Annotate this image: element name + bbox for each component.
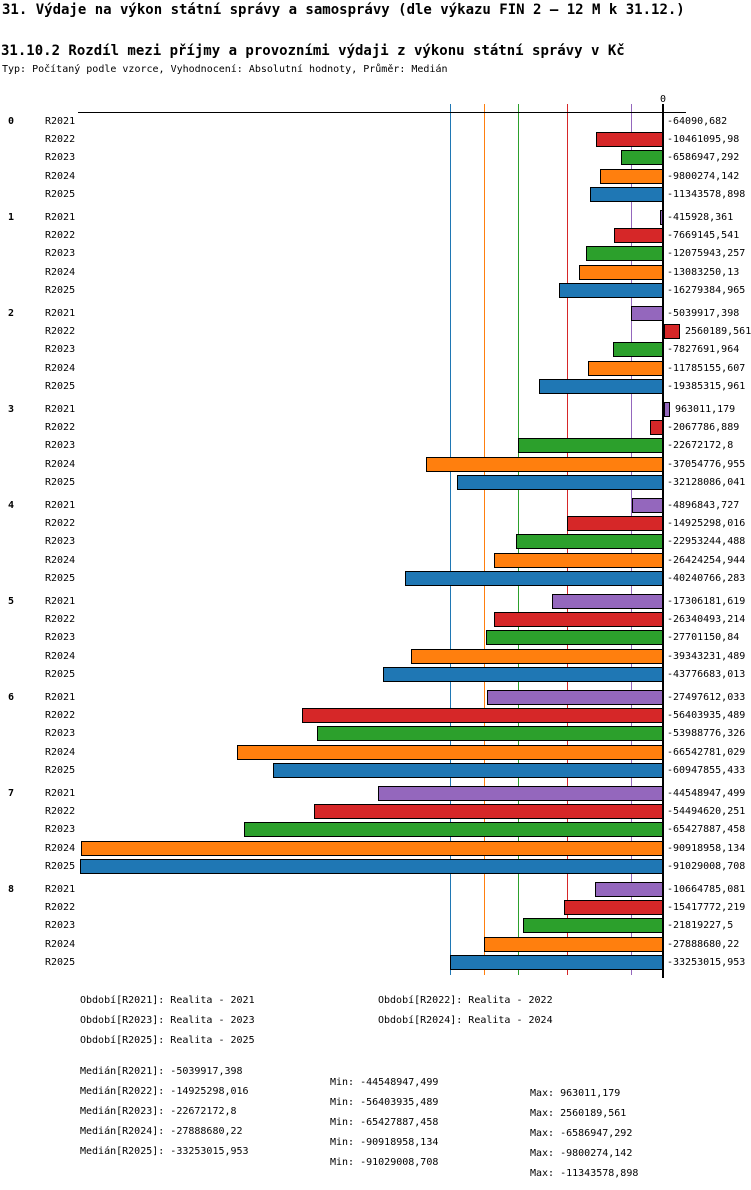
bar-7-r2024 xyxy=(81,841,663,856)
bar-7-r2023 xyxy=(244,822,663,837)
legend-period-r2025: Období[R2025]: Realita - 2025 xyxy=(80,1035,255,1046)
x-axis-line xyxy=(78,112,686,113)
value-label-1-r2024: -13083250,13 xyxy=(667,267,740,278)
bar-8-r2022 xyxy=(564,900,663,915)
value-label-8-r2021: -10664785,081 xyxy=(667,884,746,895)
row-label-7-r2025: R2025 xyxy=(45,861,76,872)
value-label-1-r2021: -415928,361 xyxy=(667,212,734,223)
stat-min-r2022: Min: -56403935,489 xyxy=(330,1097,439,1108)
row-label-5-r2021: R2021 xyxy=(45,596,76,607)
row-label-3-r2022: R2022 xyxy=(45,422,76,433)
row-label-6-r2021: R2021 xyxy=(45,692,76,703)
row-label-4-r2023: R2023 xyxy=(45,536,76,547)
bar-3-r2025 xyxy=(457,475,663,490)
value-label-3-r2022: -2067786,889 xyxy=(667,422,740,433)
row-label-5-r2023: R2023 xyxy=(45,632,76,643)
row-label-4-r2021: R2021 xyxy=(45,500,76,511)
row-label-1-r2025: R2025 xyxy=(45,285,76,296)
bar-5-r2024 xyxy=(411,649,663,664)
bar-5-r2023 xyxy=(486,630,663,645)
value-label-7-r2023: -65427887,458 xyxy=(667,824,746,835)
row-label-7-r2021: R2021 xyxy=(45,788,76,799)
row-label-3-r2023: R2023 xyxy=(45,440,76,451)
value-label-8-r2023: -21819227,5 xyxy=(667,920,734,931)
row-label-8-r2021: R2021 xyxy=(45,884,76,895)
category-label-2: 2 xyxy=(8,308,15,319)
bar-2-r2021 xyxy=(631,306,663,321)
bar-3-r2023 xyxy=(518,438,663,453)
row-label-3-r2025: R2025 xyxy=(45,477,76,488)
value-label-8-r2025: -33253015,953 xyxy=(667,957,746,968)
row-label-8-r2023: R2023 xyxy=(45,920,76,931)
bar-6-r2025 xyxy=(273,763,663,778)
value-label-5-r2022: -26340493,214 xyxy=(667,614,746,625)
value-label-7-r2021: -44548947,499 xyxy=(667,788,746,799)
bar-1-r2024 xyxy=(579,265,663,280)
stat-min-r2024: Min: -90918958,134 xyxy=(330,1137,439,1148)
chart-title: 31.10.2 Rozdíl mezi příjmy a provozními výdaji z výkonu státní správy v Kč xyxy=(1,43,625,59)
bar-3-r2021 xyxy=(664,402,670,417)
value-label-7-r2025: -91029008,708 xyxy=(667,861,746,872)
value-label-4-r2021: -4896843,727 xyxy=(667,500,740,511)
bar-2-r2022 xyxy=(664,324,680,339)
value-label-7-r2024: -90918958,134 xyxy=(667,843,746,854)
zero-axis-line xyxy=(662,104,664,978)
row-label-4-r2025: R2025 xyxy=(45,573,76,584)
bar-5-r2025 xyxy=(383,667,663,682)
stat-max-r2024: Max: -9800274,142 xyxy=(530,1148,633,1159)
row-label-8-r2024: R2024 xyxy=(45,939,76,950)
row-label-0-r2025: R2025 xyxy=(45,189,76,200)
row-label-0-r2024: R2024 xyxy=(45,171,76,182)
row-label-1-r2024: R2024 xyxy=(45,267,76,278)
row-label-2-r2022: R2022 xyxy=(45,326,76,337)
row-label-4-r2022: R2022 xyxy=(45,518,76,529)
value-label-6-r2025: -60947855,433 xyxy=(667,765,746,776)
bar-7-r2025 xyxy=(80,859,663,874)
legend-period-r2023: Období[R2023]: Realita - 2023 xyxy=(80,1015,255,1026)
value-label-3-r2024: -37054776,955 xyxy=(667,459,746,470)
stat-median-r2025: Medián[R2025]: -33253015,953 xyxy=(80,1146,249,1157)
category-label-7: 7 xyxy=(8,788,15,799)
row-label-5-r2024: R2024 xyxy=(45,651,76,662)
value-label-6-r2022: -56403935,489 xyxy=(667,710,746,721)
legend-period-r2021: Období[R2021]: Realita - 2021 xyxy=(80,995,255,1006)
row-label-2-r2021: R2021 xyxy=(45,308,76,319)
category-label-0: 0 xyxy=(8,116,15,127)
legend-period-r2024: Období[R2024]: Realita - 2024 xyxy=(378,1015,553,1026)
value-label-2-r2025: -19385315,961 xyxy=(667,381,746,392)
value-label-5-r2023: -27701150,84 xyxy=(667,632,740,643)
value-label-1-r2025: -16279384,965 xyxy=(667,285,746,296)
bar-8-r2024 xyxy=(484,937,663,952)
row-label-4-r2024: R2024 xyxy=(45,555,76,566)
category-label-5: 5 xyxy=(8,596,15,607)
row-label-7-r2022: R2022 xyxy=(45,806,76,817)
bar-2-r2023 xyxy=(613,342,663,357)
row-label-6-r2025: R2025 xyxy=(45,765,76,776)
stat-median-r2021: Medián[R2021]: -5039917,398 xyxy=(80,1066,243,1077)
bar-1-r2025 xyxy=(559,283,663,298)
bar-1-r2022 xyxy=(614,228,663,243)
value-label-3-r2023: -22672172,8 xyxy=(667,440,734,451)
value-label-0-r2022: -10461095,98 xyxy=(667,134,740,145)
stat-min-r2025: Min: -91029008,708 xyxy=(330,1157,439,1168)
value-label-2-r2023: -7827691,964 xyxy=(667,344,740,355)
stat-max-r2021: Max: 963011,179 xyxy=(530,1088,621,1099)
bar-8-r2025 xyxy=(450,955,663,970)
row-label-7-r2023: R2023 xyxy=(45,824,76,835)
value-label-1-r2022: -7669145,541 xyxy=(667,230,740,241)
value-label-4-r2024: -26424254,944 xyxy=(667,555,746,566)
bar-4-r2025 xyxy=(405,571,663,586)
value-label-2-r2024: -11785155,607 xyxy=(667,363,746,374)
stat-min-r2023: Min: -65427887,458 xyxy=(330,1117,439,1128)
value-label-8-r2024: -27888680,22 xyxy=(667,939,740,950)
row-label-1-r2021: R2021 xyxy=(45,212,76,223)
bar-2-r2024 xyxy=(588,361,663,376)
bar-0-r2025 xyxy=(590,187,663,202)
bar-3-r2024 xyxy=(426,457,663,472)
row-label-3-r2021: R2021 xyxy=(45,404,76,415)
bar-6-r2021 xyxy=(487,690,663,705)
category-label-3: 3 xyxy=(8,404,15,415)
stat-median-r2024: Medián[R2024]: -27888680,22 xyxy=(80,1126,243,1137)
row-label-6-r2022: R2022 xyxy=(45,710,76,721)
row-label-1-r2023: R2023 xyxy=(45,248,76,259)
row-label-5-r2022: R2022 xyxy=(45,614,76,625)
stats-row-r2025 xyxy=(0,1135,750,1190)
bar-0-r2022 xyxy=(596,132,663,147)
bar-7-r2021 xyxy=(378,786,663,801)
value-label-5-r2024: -39343231,489 xyxy=(667,651,746,662)
value-label-2-r2021: -5039917,398 xyxy=(667,308,740,319)
category-label-4: 4 xyxy=(8,500,15,511)
bar-1-r2023 xyxy=(586,246,663,261)
row-label-0-r2021: R2021 xyxy=(45,116,76,127)
bar-6-r2022 xyxy=(302,708,663,723)
value-label-0-r2025: -11343578,898 xyxy=(667,189,746,200)
bar-6-r2024 xyxy=(237,745,663,760)
row-label-6-r2023: R2023 xyxy=(45,728,76,739)
bar-4-r2024 xyxy=(494,553,663,568)
stat-max-r2023: Max: -6586947,292 xyxy=(530,1128,633,1139)
value-label-5-r2025: -43776683,013 xyxy=(667,669,746,680)
row-label-8-r2025: R2025 xyxy=(45,957,76,968)
row-label-3-r2024: R2024 xyxy=(45,459,76,470)
value-label-6-r2021: -27497612,033 xyxy=(667,692,746,703)
bar-4-r2021 xyxy=(632,498,663,513)
stat-max-r2025: Max: -11343578,898 xyxy=(530,1168,639,1179)
value-label-3-r2021: 963011,179 xyxy=(675,404,736,415)
value-label-7-r2022: -54494620,251 xyxy=(667,806,746,817)
stat-median-r2023: Medián[R2023]: -22672172,8 xyxy=(80,1106,237,1117)
value-label-0-r2021: -64090,682 xyxy=(667,116,728,127)
value-label-2-r2022: 2560189,561 xyxy=(685,326,751,337)
row-label-1-r2022: R2022 xyxy=(45,230,76,241)
value-label-8-r2022: -15417772,219 xyxy=(667,902,746,913)
bar-3-r2022 xyxy=(650,420,663,435)
category-label-1: 1 xyxy=(8,212,15,223)
stat-max-r2022: Max: 2560189,561 xyxy=(530,1108,627,1119)
row-label-7-r2024: R2024 xyxy=(45,843,76,854)
value-label-4-r2023: -22953244,488 xyxy=(667,536,746,547)
bar-5-r2021 xyxy=(552,594,663,609)
stat-median-r2022: Medián[R2022]: -14925298,016 xyxy=(80,1086,249,1097)
bar-7-r2022 xyxy=(314,804,663,819)
row-label-2-r2024: R2024 xyxy=(45,363,76,374)
value-label-3-r2025: -32128086,041 xyxy=(667,477,746,488)
bar-8-r2023 xyxy=(523,918,663,933)
row-label-8-r2022: R2022 xyxy=(45,902,76,913)
report-title: 31. Výdaje na výkon státní správy a samosprávy (dle výkazu FIN 2 – 12 M k 31.12.) xyxy=(2,2,685,18)
row-label-6-r2024: R2024 xyxy=(45,747,76,758)
value-label-6-r2023: -53988776,326 xyxy=(667,728,746,739)
value-label-4-r2025: -40240766,283 xyxy=(667,573,746,584)
category-label-8: 8 xyxy=(8,884,15,895)
bar-6-r2023 xyxy=(317,726,663,741)
value-label-0-r2024: -9800274,142 xyxy=(667,171,740,182)
row-label-0-r2023: R2023 xyxy=(45,152,76,163)
value-label-6-r2024: -66542781,029 xyxy=(667,747,746,758)
bar-0-r2023 xyxy=(621,150,663,165)
bar-0-r2024 xyxy=(600,169,663,184)
bar-8-r2021 xyxy=(595,882,663,897)
bar-5-r2022 xyxy=(494,612,663,627)
value-label-4-r2022: -14925298,016 xyxy=(667,518,746,529)
value-label-5-r2021: -17306181,619 xyxy=(667,596,746,607)
bar-4-r2023 xyxy=(516,534,663,549)
legend-period-r2022: Období[R2022]: Realita - 2022 xyxy=(378,995,553,1006)
chart-type-line: Typ: Počítaný podle vzorce, Vyhodnocení: Absolutní hodnoty, Průměr: Medián xyxy=(2,64,448,75)
row-label-0-r2022: R2022 xyxy=(45,134,76,145)
row-label-2-r2025: R2025 xyxy=(45,381,76,392)
bar-4-r2022 xyxy=(567,516,663,531)
value-label-1-r2023: -12075943,257 xyxy=(667,248,746,259)
value-label-0-r2023: -6586947,292 xyxy=(667,152,740,163)
row-label-2-r2023: R2023 xyxy=(45,344,76,355)
bar-2-r2025 xyxy=(539,379,663,394)
zero-tick-label: 0 xyxy=(659,94,667,105)
category-label-6: 6 xyxy=(8,692,15,703)
stat-min-r2021: Min: -44548947,499 xyxy=(330,1077,439,1088)
row-label-5-r2025: R2025 xyxy=(45,669,76,680)
